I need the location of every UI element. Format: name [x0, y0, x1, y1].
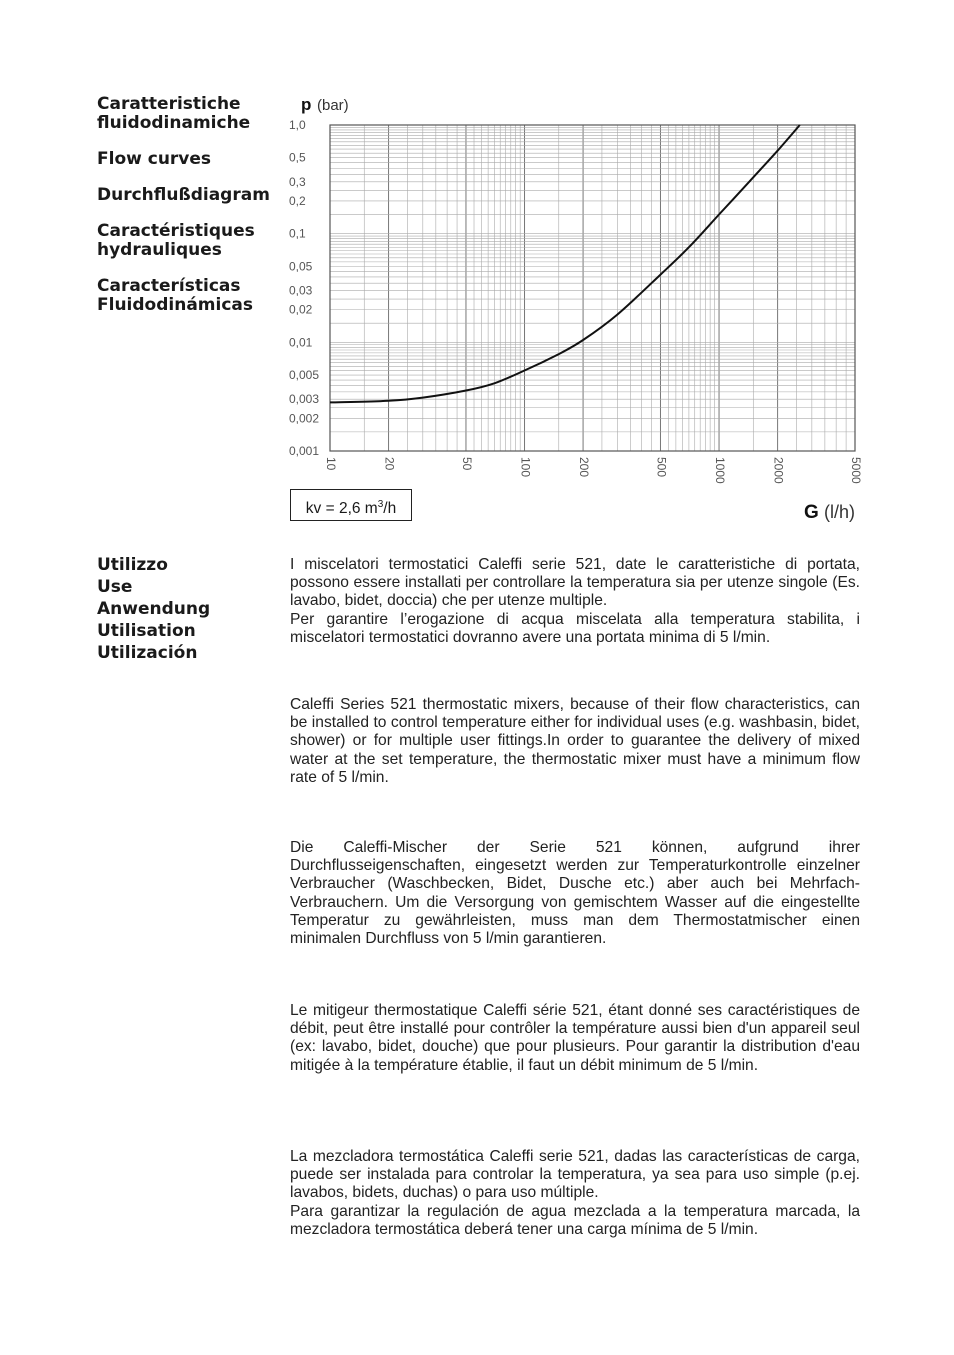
- chart-frame: [330, 125, 855, 451]
- y-tick-label: 0,1: [289, 226, 306, 241]
- y-tick-label: 0,03: [289, 283, 313, 298]
- y-tick-label: 0,05: [289, 259, 313, 274]
- y-axis-symbol: p: [301, 95, 312, 114]
- x-tick-labels: [324, 457, 863, 484]
- paragraph-fr: Le mitigeur thermostatique Caleffi série 521, étant donné ses caractéristiques de débit, peut être installé pour contrôler la température aussi bien d'un appareil seul (ex: lavabo, bidet, douche) que pour plusieurs. Pour garantir la distribution d'eau mitigée à la température établie, il faut un débit minimum de 5 l/min.: [290, 1002, 860, 1074]
- use-heading-fr: Utilisation: [97, 621, 196, 641]
- chart-headings: [97, 95, 270, 315]
- x-axis-unit: (l/h): [824, 502, 855, 522]
- heading-en: Flow curves: [97, 149, 212, 169]
- use-heading-it: Utilizzo: [97, 555, 168, 575]
- y-tick-label: 0,003: [289, 392, 320, 407]
- heading-de: Durchflußdiagram: [97, 185, 270, 205]
- flow-curve-chart: [280, 88, 880, 538]
- paragraph-es: La mezcladora termostática Caleffi serie 521, dadas las características de carga, puede ser instalada para controlar la temperatura, ya sea para uso simple (p.ej. lavabos, bidets, duchas) o para uso múltiple. Para garantizar la regulación de agua mezclada a la temperatura marcada, la mezcladora termostática deberá tener una carga mínima de 5 l/min.: [290, 1148, 860, 1238]
- x-tick-label: 50: [459, 457, 474, 471]
- heading-it: Caratteristiche fluidodinamiche: [97, 94, 251, 133]
- y-tick-label: 0,01: [289, 335, 313, 350]
- kv-box: [290, 489, 412, 521]
- paragraph-en: Caleffi Series 521 thermostatic mixers, because of their flow characteristics, can be installed to control temperature either for individual uses (e.g. washbasin, bidet, shower) or for multiple user fittings.In order to guarantee the delivery of mixed water at the set temperature, the thermostatic mixer must have a minimum flow rate of 5 l/min.: [290, 696, 860, 786]
- y-tick-label: 1,0: [289, 118, 306, 132]
- y-axis-unit: (bar): [317, 97, 349, 114]
- paragraph-it: I miscelatori termostatici Caleffi serie 521, date le caratteristiche di portata, possono essere installati per controllare la temperatura sia per utenze singole (Es. lavabo, bidet, doccia) che per utenze multiple. Per garantire l’erogazione di acqua miscelata alla temperatura stabilita, i miscelatori termostatici dovranno avere una portata minima di 5 l/min.: [290, 556, 860, 646]
- use-headings: [97, 554, 210, 664]
- x-axis-symbol: G: [804, 502, 819, 523]
- use-heading-es: Utilización: [97, 643, 198, 663]
- x-tick-label: 10: [323, 457, 338, 471]
- chart-grid: [330, 125, 855, 451]
- y-tick-label: 0,02: [289, 302, 313, 317]
- x-tick-label: 1000: [712, 457, 727, 484]
- use-heading-de: Anwendung: [97, 599, 211, 619]
- kv-prefix: kv = 2,6 m: [305, 500, 378, 518]
- flow-curve-line: [330, 125, 800, 402]
- y-tick-label: 0,2: [289, 193, 306, 208]
- paragraph-de: Die Caleffi-Mischer der Serie 521 können, aufgrund ihrer Durchflusseigenschaften, eingesetzt werden zur Temperaturkontrolle einzelner Verbraucher (Waschbecken, Bidet, Dusche etc.) aber auch bei Mehrfach-Verbrauchern. Um die Versorgung von gemischtem Wasser auf die eingestellte Temperatur zu gewährleisten, muss man dem Thermostatmischer einen minimalen Durchfluss von 5 l/min garantieren.: [290, 839, 860, 948]
- x-tick-label: 5000: [848, 457, 863, 484]
- x-tick-label: 100: [518, 457, 533, 478]
- kv-exponent: 3: [377, 499, 384, 510]
- heading-es: Características Fluidodinámicas: [97, 276, 253, 315]
- y-tick-label: 0,3: [289, 174, 306, 189]
- x-tick-label: 2000: [771, 457, 786, 484]
- y-tick-label: 0,5: [289, 150, 306, 165]
- x-tick-label: 500: [654, 457, 669, 478]
- y-tick-label: 0,002: [289, 411, 320, 426]
- use-heading-en: Use: [97, 577, 133, 597]
- y-tick-label: 0,005: [289, 368, 320, 383]
- heading-fr: Caractéristiques hydrauliques: [97, 221, 255, 260]
- y-tick-labels: [289, 118, 319, 458]
- x-tick-label: 20: [382, 457, 397, 471]
- x-tick-label: 200: [576, 457, 591, 478]
- kv-suffix: /h: [383, 500, 397, 518]
- y-tick-label: 0,001: [289, 444, 320, 458]
